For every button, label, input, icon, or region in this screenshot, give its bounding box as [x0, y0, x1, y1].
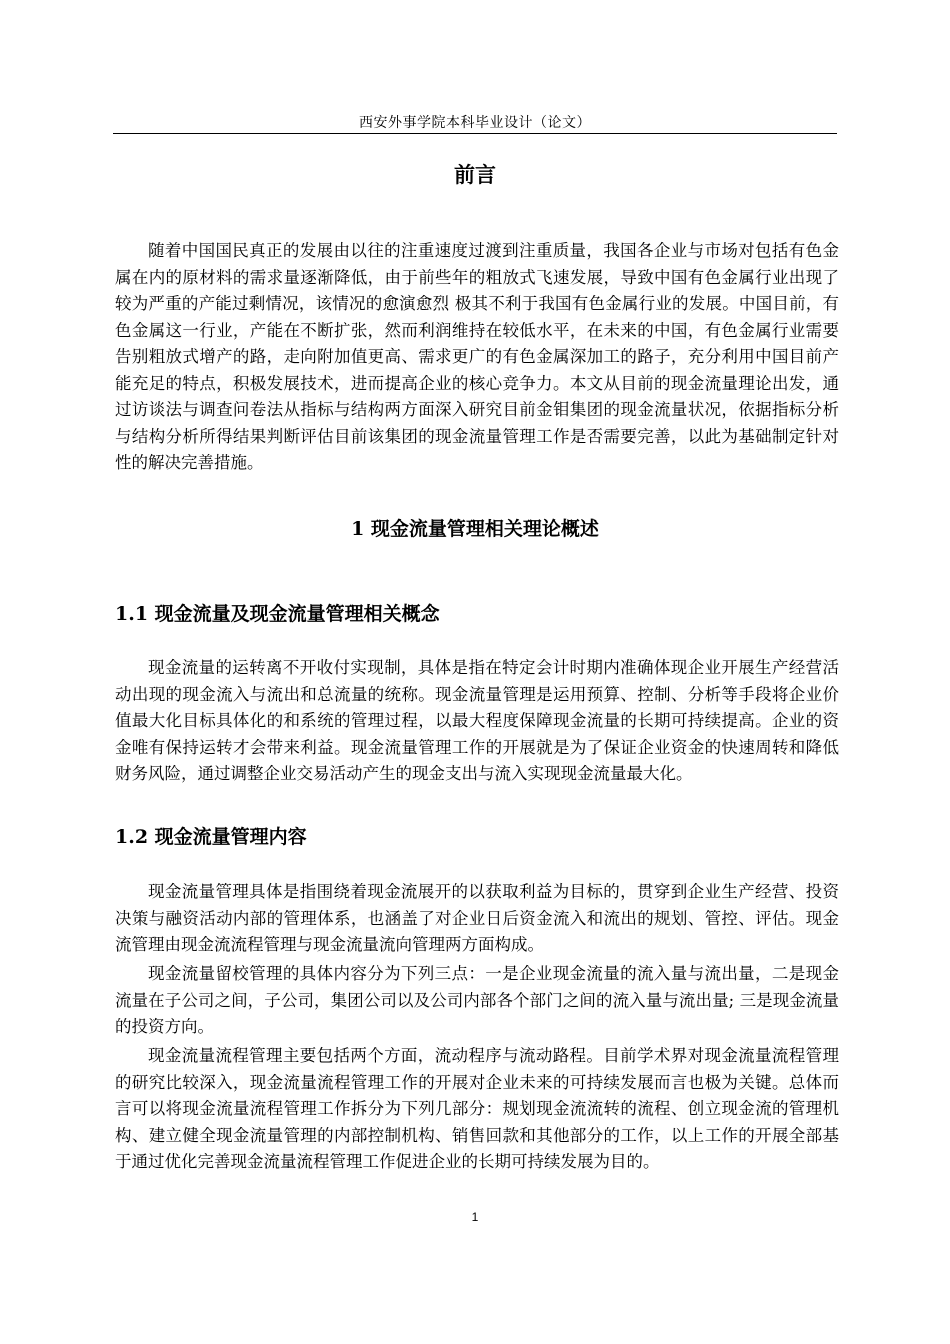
chapter-1-heading: 1 现金流量管理相关理论概述	[351, 518, 599, 540]
header-rule	[113, 133, 837, 134]
section-1-1-paragraph: 现金流量的运转离不开收付实现制，具体是指在特定会计时期内准确体现企业开展生产经营活动出现的现金流入与流出和总流量的统称。现金流量管理是运用预算、控制、分析等手段将企业价值最大化目标具体化的和系统的管理过程，以最大程度保障现金流量的长期可持续提高。企业的资金唯有保持运转才会带来利益。现金流量管理工作的开展就是为了保证企业资金的快速周转和降低财务风险，通过调整企业交易活动产生的现金支出与流入实现现金流量最大化。	[115, 658, 839, 783]
section-1-2-paragraph-2: 现金流量留校管理的具体内容分为下列三点：一是企业现金流量的流入量与流出量，二是现金流量在子公司之间，子公司，集团公司以及公司内部各个部门之间的流入量与流出量; 三是现金流量的投资方向。	[115, 964, 839, 1036]
section-1-2-heading: 1.2 现金流量管理内容	[115, 826, 307, 848]
section-1-2-paragraph-3: 现金流量流程管理主要包括两个方面，流动程序与流动路程。目前学术界对现金流量流程管理的研究比较深入，现金流量流程管理工作的开展对企业未来的可持续发展而言也极为关键。总体而言可以将现金流量流程管理工作拆分为下列几部分：规划现金流流转的流程、创立现金流的管理机构、建立健全现金流量管理的内部控制机构、销售回款和其他部分的工作，以上工作的开展全部基于通过优化完善现金流量流程管理工作促进企业的长期可持续发展为目的。	[115, 1046, 839, 1171]
preface-title: 前言	[454, 162, 496, 187]
section-1-1-heading: 1.1 现金流量及现金流量管理相关概念	[115, 603, 440, 625]
preface-paragraph: 随着中国国民真正的发展由以往的注重速度过渡到注重质量，我国各企业与市场对包括有色金属在内的原材料的需求量逐渐降低，由于前些年的粗放式飞速发展，导致中国有色金属行业出现了较为严重的产能过剩情况，该情况的愈演愈烈 极其不利于我国有色金属行业的发展。中国目前，有色金属这一行业，产能在不断扩张，然而利润维持在较低水平，在未来的中国，有色金属行业需要告别粗放式增产的路，走向附加值更高、需求更广的有色金属深加工的路子，充分利用中国目前产能充足的特点，积极发展技术，进而提高企业的核心竞争力。本文从目前的现金流量理论出发，通过访谈法与调查问卷法从指标与结构两方面深入研究目前金钼集团的现金流量状况，依据指标分析与结构分析所得结果判断评估目前该集团的现金流量管理工作是否需要完善，以此为基础制定针对性的解决完善措施。	[115, 241, 839, 472]
section-1-2-paragraph-1: 现金流量管理具体是指围绕着现金流展开的以获取利益为目标的，贯穿到企业生产经营、投资决策与融资活动内部的管理体系，也涵盖了对企业日后资金流入和流出的规划、管控、评估。现金流管理由现金流流程管理与现金流量流向管理两方面构成。	[115, 882, 839, 954]
running-header: 西安外事学院本科毕业设计（论文）	[359, 115, 591, 131]
page-number: 1	[471, 1210, 479, 1224]
